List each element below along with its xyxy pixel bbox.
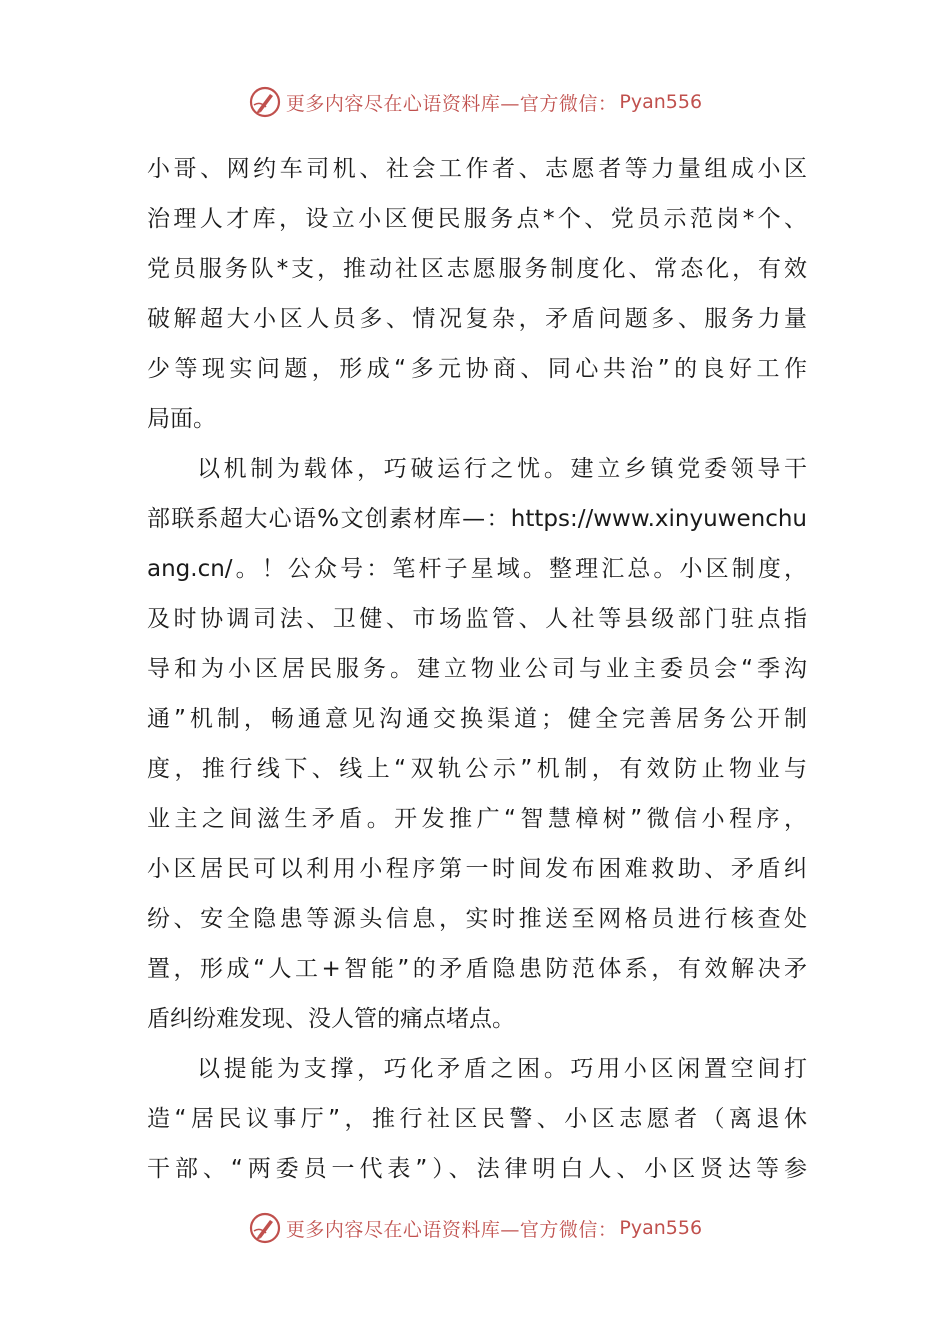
text-line: 导和为小区居民服务。建立物业公司与业主委员会“季沟	[147, 656, 807, 682]
pen-logo-icon	[248, 85, 282, 119]
text-line: 通”机制，畅通意见沟通交换渠道；健全完善居务公开制	[147, 706, 807, 732]
paragraph-start-line: 以提能为支撑，巧化矛盾之困。巧用小区闲置空间打	[197, 1056, 807, 1082]
header-banner	[0, 82, 950, 122]
text-line: 盾纠纷难发现、没人管的痛点堵点。	[147, 1006, 515, 1032]
paragraph-start-line: 以机制为载体，巧破运行之忧。建立乡镇党委领导干	[197, 456, 807, 482]
text-line: 破解超大小区人员多、情况复杂，矛盾问题多、服务力量	[147, 306, 807, 332]
footer-banner	[0, 1208, 950, 1248]
text-line: 纷、安全隐患等源头信息，实时推送至网格员进行核查处	[147, 906, 807, 932]
text-line: 度，推行线下、线上“双轨公示”机制，有效防止物业与	[147, 756, 807, 782]
text-line: 小哥、网约车司机、社会工作者、志愿者等力量组成小区	[147, 156, 807, 182]
text-line: ang.cn/。！公众号：笔杆子星域。整理汇总。小区制度，	[147, 556, 807, 582]
document-body	[147, 144, 807, 1194]
text-line: 部联系超大心语%文创素材库—：https://www.xinyuwenchu	[147, 506, 807, 532]
text-line: 少等现实问题，形成“多元协商、同心共治”的良好工作	[147, 356, 807, 382]
footer-banner-text: 更多内容尽在心语资料库—官方微信：	[285, 1218, 618, 1241]
text-line: 干部、“两委员一代表”）、法律明白人、小区贤达等参	[147, 1156, 807, 1182]
text-line: 局面。	[147, 406, 216, 432]
header-banner-handle: Pyan556	[619, 91, 703, 113]
text-line: 治理人才库，设立小区便民服务点*个、党员示范岗*个、	[147, 206, 807, 232]
text-line: 党员服务队*支，推动社区志愿服务制度化、常态化，有效	[147, 256, 807, 282]
header-banner-text: 更多内容尽在心语资料库—官方微信：	[285, 92, 618, 115]
text-line: 小区居民可以利用小程序第一时间发布困难救助、矛盾纠	[147, 856, 807, 882]
text-line: 及时协调司法、卫健、市场监管、人社等县级部门驻点指	[147, 606, 807, 632]
text-line: 业主之间滋生矛盾。开发推广“智慧樟树”微信小程序，	[147, 806, 807, 832]
footer-banner-handle: Pyan556	[619, 1217, 703, 1239]
text-line: 造“居民议事厅”，推行社区民警、小区志愿者（离退休	[147, 1106, 807, 1132]
text-line: 置，形成“人工+智能”的矛盾隐患防范体系，有效解决矛	[147, 956, 807, 982]
pen-logo-icon	[248, 1211, 282, 1245]
